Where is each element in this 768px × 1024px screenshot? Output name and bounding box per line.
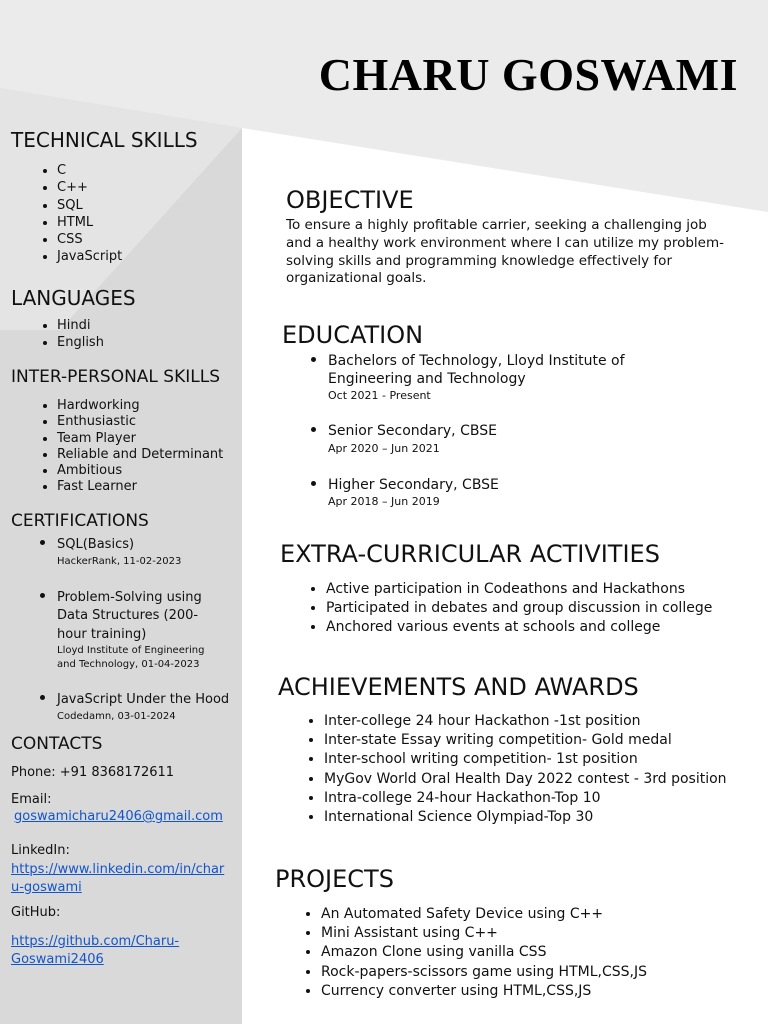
list-item: • Intra-college 24-hour Hackathon-Top 10 bbox=[324, 789, 727, 808]
education-title: • Bachelors of Technology, Lloyd Institute of Engineering and Technology bbox=[328, 353, 625, 387]
list-item: • Participated in debates and group discussion in college bbox=[326, 599, 712, 618]
list-item: • SQL bbox=[57, 197, 122, 214]
github-label: GitHub: bbox=[11, 905, 61, 920]
achievements-heading: ACHIEVEMENTS AND AWARDS bbox=[278, 673, 639, 701]
list-item: • Mini Assistant using C++ bbox=[321, 924, 647, 943]
interpersonal-skills-heading: INTER-PERSONAL SKILLS bbox=[11, 367, 220, 387]
list-item: • Enthusiastic bbox=[57, 414, 223, 430]
certification-detail: Lloyd Institute of Engineering and Technology, 01-04-2023 bbox=[57, 645, 205, 670]
education-item bbox=[328, 420, 728, 456]
technical-skills-heading: TECHNICAL SKILLS bbox=[11, 128, 198, 152]
education-item bbox=[328, 474, 728, 510]
list-item: • English bbox=[57, 334, 104, 351]
extracurricular-heading: EXTRA-CURRICULAR ACTIVITIES bbox=[280, 540, 660, 568]
contacts-heading: CONTACTS bbox=[11, 734, 103, 754]
list-item: • Fast Learner bbox=[57, 479, 223, 495]
list-item: • Inter-college 24 hour Hackathon -1st position bbox=[324, 712, 727, 731]
email-link[interactable]: goswamicharu2406@gmail.com bbox=[14, 809, 223, 824]
list-item: • Active participation in Codeathons and Hackathons bbox=[326, 580, 712, 599]
objective-heading: OBJECTIVE bbox=[286, 186, 414, 214]
extracurricular-list bbox=[280, 580, 712, 638]
education-title: • Senior Secondary, CBSE bbox=[328, 423, 497, 439]
list-item: • Rock-papers-scissors game using HTML,CSS,JS bbox=[321, 963, 647, 982]
list-item: • Team Player bbox=[57, 431, 223, 447]
objective-text: To ensure a highly profitable carrier, seeking a challenging job and a healthy work environment where I can utilize my problem-solving skills and programming knowledge effectively for organizational goals. bbox=[286, 217, 725, 287]
certification-title: • Problem-Solving using Data Structures (200-hour training) bbox=[57, 589, 202, 642]
education-title: • Higher Secondary, CBSE bbox=[328, 476, 499, 493]
linkedin-label: LinkedIn: bbox=[11, 843, 70, 858]
education-date: Oct 2021 - Present bbox=[328, 389, 431, 402]
phone-number: Phone: +91 8368172611 bbox=[11, 765, 175, 780]
list-item: • Currency converter using HTML,CSS,JS bbox=[321, 982, 647, 1001]
education-date: Apr 2018 – Jun 2019 bbox=[328, 495, 440, 508]
languages-heading: LANGUAGES bbox=[11, 286, 136, 310]
list-item: • Hardworking bbox=[57, 398, 223, 414]
list-item: • Reliable and Determinant bbox=[57, 447, 223, 463]
certification-detail: HackerRank, 11-02-2023 bbox=[57, 555, 182, 567]
list-item: • International Science Olympiad-Top 30 bbox=[324, 808, 727, 827]
list-item: • Ambitious bbox=[57, 463, 223, 479]
list-item: • Hindi bbox=[57, 317, 104, 334]
certification-title: • SQL(Basics) bbox=[57, 537, 135, 552]
projects-heading: PROJECTS bbox=[275, 865, 394, 893]
education-item bbox=[328, 350, 628, 403]
education-heading: EDUCATION bbox=[282, 321, 424, 349]
list-item: • Inter-school writing competition- 1st position bbox=[324, 750, 727, 769]
certification-title: • JavaScript Under the Hood bbox=[57, 692, 230, 707]
list-item: • C bbox=[57, 162, 122, 179]
list-item: • Amazon Clone using vanilla CSS bbox=[321, 943, 647, 962]
achievements-list bbox=[278, 712, 727, 827]
candidate-name: CHARU GOSWAMI bbox=[318, 49, 738, 100]
github-link[interactable]: https://github.com/Charu-Goswami2406 bbox=[11, 934, 180, 967]
list-item: • An Automated Safety Device using C++ bbox=[321, 905, 647, 924]
certifications-heading: CERTIFICATIONS bbox=[11, 511, 149, 531]
certification-detail: Codedamn, 03-01-2024 bbox=[57, 710, 176, 722]
list-item: • Inter-state Essay writing competition- Gold medal bbox=[324, 731, 727, 750]
list-item: • C++ bbox=[57, 179, 122, 196]
education-list bbox=[282, 350, 728, 509]
list-item: • CSS bbox=[57, 231, 122, 248]
projects-list bbox=[275, 905, 647, 1001]
education-date: Apr 2020 – Jun 2021 bbox=[328, 441, 440, 455]
list-item: • Anchored various events at schools and college bbox=[326, 618, 712, 637]
email-label: Email: bbox=[11, 792, 52, 807]
list-item: • JavaScript bbox=[57, 248, 122, 265]
list-item: • MyGov World Oral Health Day 2022 contest - 3rd position bbox=[324, 770, 727, 789]
linkedin-link[interactable]: https://www.linkedin.com/in/charu-goswami bbox=[11, 862, 225, 895]
list-item: • HTML bbox=[57, 214, 122, 231]
